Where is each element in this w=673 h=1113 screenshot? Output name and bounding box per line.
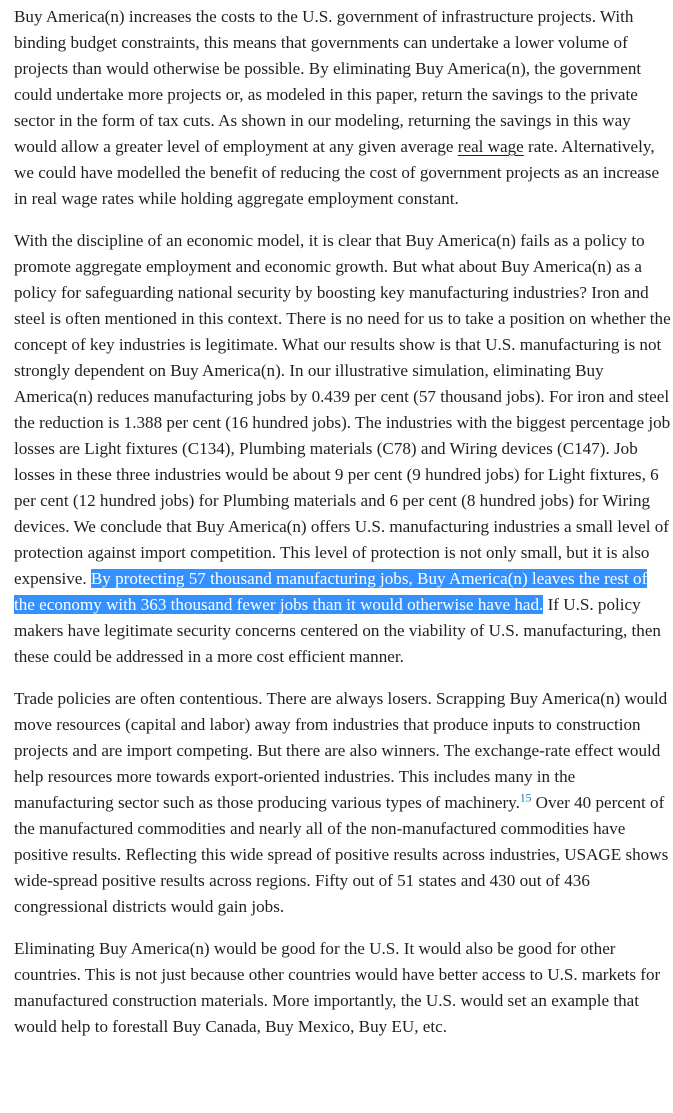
paragraph-4 bbox=[14, 936, 671, 1040]
paragraph-1-text-a: Buy America(n) increases the costs to the U.S. government of infrastructure projects. With binding budget constraints, this means that governments can undertake a lower volume of projects than would otherwise be possible. By eliminating Buy America(n), the government could undertake more projects or, as modeled in this paper, return the savings to the private sector in the form of tax cuts. As shown in our modeling, returning the savings in this way would allow a greater level of employment at any given average bbox=[14, 7, 642, 156]
paragraph-3-text-a: Trade policies are often contentious. There are always losers. Scrapping Buy America(n) would move resources (capital and labor) away from industries that produce inputs to construction projects and are import competing. But there are also winners. The exchange-rate effect would help resources more towards export-oriented industries. This includes many in the manufacturing sector such as those producing various types of machinery. bbox=[14, 689, 668, 812]
paragraph-4-text: Eliminating Buy America(n) would be good for the U.S. It would also be good for other countries. This is not just because other countries would have better access to U.S. markets for manufactured construction materials. More importantly, the U.S. would set an example that would help to forestall Buy Canada, Buy Mexico, Buy EU, etc. bbox=[14, 939, 661, 1036]
paragraph-2 bbox=[14, 228, 671, 670]
paragraph-1 bbox=[14, 4, 671, 212]
paragraph-2-text-b: If U.S. policy makers have legitimate security concerns centered on the viability of U.S. manufacturing, then these could be addressed in a more cost efficient manner. bbox=[14, 595, 661, 666]
real-wage-link[interactable]: real wage bbox=[457, 137, 524, 156]
footnote-reference-link[interactable]: 15 bbox=[519, 792, 532, 805]
paragraph-1-text-b: rate. Alternatively, we could have modelled the benefit of reducing the cost of government projects as an increase in real wage rates while holding aggregate employment constant. bbox=[14, 137, 660, 208]
paragraph-3 bbox=[14, 686, 671, 920]
paragraph-3-text-b: Over 40 percent of the manufactured commodities and nearly all of the non-manufactured commodities have positive results. Reflecting this wide spread of positive results across industries, USAGE shows wide-spread positive results across regions. Fifty out of 51 states and 430 out of 436 congressional districts would gain jobs. bbox=[14, 793, 669, 916]
selected-text-highlight: By protecting 57 thousand manufacturing jobs, Buy America(n) leaves the rest of the economy with 363 thousand fewer jobs than it would otherwise have had. bbox=[14, 569, 648, 614]
paragraph-2-text-a: With the discipline of an economic model, it is clear that Buy America(n) fails as a policy to promote aggregate employment and economic growth. But what about Buy America(n) as a policy for safeguarding national security by boosting key manufacturing industries? Iron and steel is often mentioned in this context. There is no need for us to take a position on whether the concept of key industries is legitimate. What our results show is that U.S. manufacturing is not strongly dependent on Buy America(n). In our illustrative simulation, eliminating Buy America(n) reduces manufacturing jobs by 0.439 per cent (57 thousand jobs). For iron and steel the reduction is 1.388 per cent (16 hundred jobs). The industries with the biggest percentage job losses are Light fixtures (C134), Plumbing materials (C78) and Wiring devices (C147). Job losses in these three industries would be about 9 per cent (9 hundred jobs) for Light fixtures, 6 per cent (12 hundred jobs) for Plumbing materials and 6 per cent (8 hundred jobs) for Wiring devices. We conclude that Buy America(n) offers U.S. manufacturing industries a small level of protection against import competition. This level of protection is not only small, but it is also expensive. bbox=[14, 231, 671, 588]
